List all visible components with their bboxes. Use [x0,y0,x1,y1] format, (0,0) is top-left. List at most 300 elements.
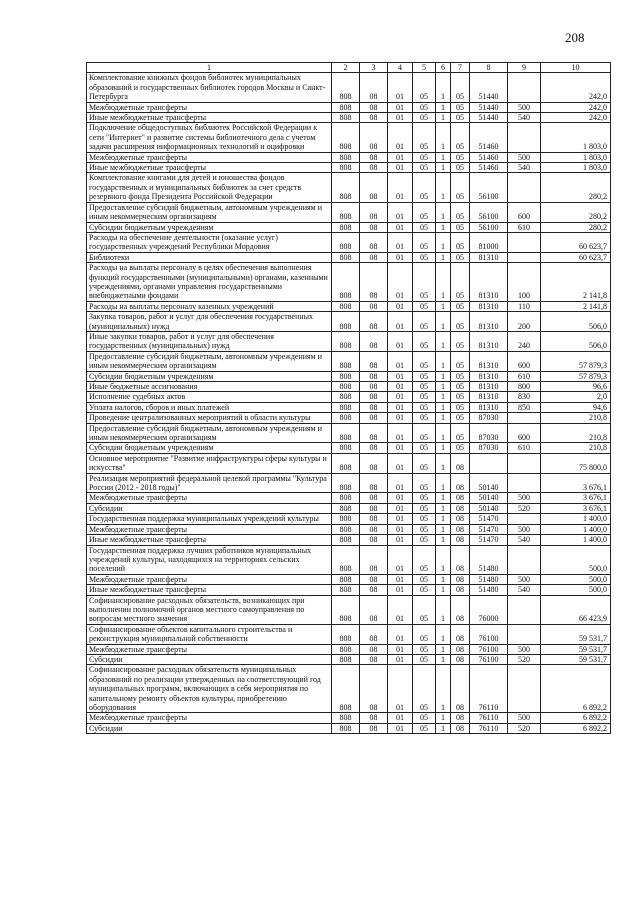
table-row [87,232,611,252]
row-code-c3: 08 [360,382,388,392]
row-amount: 280,2 [541,202,611,222]
row-code-c7: 05 [451,222,470,232]
row-amount: 1 400,0 [541,514,611,524]
row-code-c5: 05 [413,535,436,545]
row-code-c2: 808 [332,152,360,162]
row-code-c4: 01 [388,382,413,392]
row-code-c5: 05 [413,222,436,232]
table-row [87,644,611,654]
row-description: Предоставление субсидий бюджетным, автономным учреждениям и иным некоммерческим организациям [87,351,332,371]
row-code-c7: 08 [451,644,470,654]
column-header: 9 [508,63,541,73]
row-amount: 59 531,7 [541,624,611,644]
row-code-c7: 05 [451,423,470,443]
row-code-c3: 08 [360,113,388,123]
table-row [87,263,611,302]
row-code-c9 [508,232,541,252]
row-amount: 1 803,0 [541,163,611,173]
row-code-c5: 05 [413,585,436,595]
row-amount: 242,0 [541,73,611,102]
table-row [87,163,611,173]
row-code-c8 [470,453,508,473]
row-description: Межбюджетные трансферты [87,574,332,584]
row-description: Софинансирование расходных обязательств, возникающих при выполнении полномочий органов местного самоуправления по вопросам местного значения [87,595,332,624]
row-code-c2: 808 [332,524,360,534]
row-code-c7: 05 [451,402,470,412]
row-code-c3: 08 [360,232,388,252]
row-code-c7: 05 [451,232,470,252]
row-code-c8: 76110 [470,665,508,713]
row-code-c8: 76000 [470,595,508,624]
row-code-c3: 08 [360,713,388,723]
table-header-row [87,63,611,73]
row-code-c7: 05 [451,413,470,423]
row-amount: 6 892,2 [541,723,611,733]
row-code-c4: 01 [388,152,413,162]
row-code-c9 [508,473,541,493]
row-code-c2: 808 [332,232,360,252]
row-amount: 2,0 [541,392,611,402]
row-description: Подключение общедоступных библиотек Российской Федерации к сети "Интернет" и развитие системы библиотечного дела с учетом задачи расширения информационных технологий и оцифровки [87,123,332,152]
row-code-c8: 81310 [470,402,508,412]
row-code-c9: 110 [508,301,541,311]
row-code-c6: 1 [436,585,451,595]
column-header: 2 [332,63,360,73]
row-code-c7: 05 [451,351,470,371]
row-code-c7: 08 [451,514,470,524]
row-code-c3: 08 [360,443,388,453]
row-amount: 210,8 [541,413,611,423]
row-code-c6: 1 [436,382,451,392]
row-code-c8: 50140 [470,473,508,493]
row-code-c2: 808 [332,514,360,524]
row-code-c5: 05 [413,163,436,173]
row-code-c4: 01 [388,113,413,123]
row-description: Реализация мероприятий федеральной целевой программы "Культура России (2012 - 2018 годы)" [87,473,332,493]
row-code-c2: 808 [332,723,360,733]
table-row [87,102,611,112]
table-row [87,665,611,713]
column-header: 10 [541,63,611,73]
row-code-c8: 87030 [470,413,508,423]
row-code-c8: 81310 [470,371,508,381]
row-amount: 75 800,0 [541,453,611,473]
row-code-c5: 05 [413,113,436,123]
row-code-c7: 08 [451,503,470,513]
row-description: Межбюджетные трансферты [87,493,332,503]
table-row [87,152,611,162]
row-code-c8: 87030 [470,423,508,443]
row-code-c5: 05 [413,453,436,473]
row-code-c8: 51480 [470,585,508,595]
row-code-c2: 808 [332,413,360,423]
row-code-c4: 01 [388,453,413,473]
table-row [87,113,611,123]
row-code-c9 [508,453,541,473]
row-code-c5: 05 [413,331,436,351]
row-description: Субсидии бюджетным учреждениям [87,443,332,453]
row-code-c8: 51470 [470,524,508,534]
row-code-c2: 808 [332,595,360,624]
row-code-c6: 1 [436,595,451,624]
row-amount: 500,0 [541,574,611,584]
row-code-c7: 08 [451,585,470,595]
row-code-c8: 51470 [470,514,508,524]
row-code-c2: 808 [332,312,360,332]
row-code-c8: 81310 [470,351,508,371]
row-code-c9: 600 [508,351,541,371]
row-code-c4: 01 [388,443,413,453]
table-row [87,524,611,534]
column-header: 1 [87,63,332,73]
row-description: Библиотеки [87,252,332,262]
row-amount: 500,0 [541,585,611,595]
row-description: Иные межбюджетные трансферты [87,585,332,595]
row-code-c9: 610 [508,443,541,453]
row-code-c7: 05 [451,312,470,332]
table-row [87,443,611,453]
row-code-c9 [508,665,541,713]
row-code-c9 [508,73,541,102]
row-code-c2: 808 [332,113,360,123]
row-code-c7: 05 [451,331,470,351]
row-description: Иные бюджетные ассигнования [87,382,332,392]
row-code-c3: 08 [360,644,388,654]
row-code-c5: 05 [413,232,436,252]
row-code-c6: 1 [436,222,451,232]
row-code-c5: 05 [413,102,436,112]
row-code-c2: 808 [332,392,360,402]
row-code-c9: 600 [508,202,541,222]
row-code-c3: 08 [360,453,388,473]
row-code-c8: 50140 [470,503,508,513]
row-code-c7: 08 [451,665,470,713]
row-code-c6: 1 [436,173,451,202]
row-code-c4: 01 [388,624,413,644]
table-row [87,371,611,381]
row-code-c6: 1 [436,423,451,443]
row-code-c6: 1 [436,624,451,644]
row-amount: 66 423,9 [541,595,611,624]
row-code-c9: 830 [508,392,541,402]
row-description: Иные межбюджетные трансферты [87,113,332,123]
row-code-c9: 540 [508,585,541,595]
table-row [87,222,611,232]
row-description: Комплектование книгами для детей и юношества фондов государственных и муниципальных библиотек за счет средств резервного фонда Президента Российской Федерации [87,173,332,202]
table-row [87,574,611,584]
row-code-c4: 01 [388,545,413,574]
row-code-c3: 08 [360,222,388,232]
row-code-c2: 808 [332,665,360,713]
table-row [87,331,611,351]
row-code-c4: 01 [388,665,413,713]
row-amount: 280,2 [541,173,611,202]
row-code-c2: 808 [332,493,360,503]
table-row [87,535,611,545]
row-code-c2: 808 [332,453,360,473]
row-code-c8: 81310 [470,263,508,302]
row-code-c3: 08 [360,331,388,351]
row-code-c4: 01 [388,493,413,503]
row-code-c8: 51480 [470,545,508,574]
row-code-c8: 81310 [470,392,508,402]
table-row [87,123,611,152]
row-code-c6: 1 [436,312,451,332]
row-code-c4: 01 [388,202,413,222]
row-code-c5: 05 [413,713,436,723]
row-code-c8: 81310 [470,382,508,392]
row-code-c7: 05 [451,263,470,302]
row-code-c6: 1 [436,402,451,412]
table-row [87,382,611,392]
row-code-c7: 08 [451,473,470,493]
row-code-c8: 51480 [470,574,508,584]
row-amount: 210,8 [541,443,611,453]
row-description: Комплектование книжных фондов библиотек муниципальных образований и государственных библиотек городов Москвы и Санкт-Петербурга [87,73,332,102]
row-code-c9: 520 [508,654,541,664]
row-description: Иные межбюджетные трансферты [87,163,332,173]
row-code-c4: 01 [388,644,413,654]
row-code-c8: 76100 [470,644,508,654]
row-code-c7: 05 [451,371,470,381]
table-row [87,351,611,371]
row-code-c9: 500 [508,102,541,112]
row-code-c6: 1 [436,545,451,574]
row-code-c6: 1 [436,252,451,262]
row-code-c5: 05 [413,371,436,381]
row-description: Проведение централизованных мероприятий в области культуры [87,413,332,423]
row-code-c9: 520 [508,503,541,513]
row-code-c6: 1 [436,392,451,402]
row-code-c2: 808 [332,574,360,584]
row-code-c5: 05 [413,624,436,644]
row-description: Софинансирование расходных обязательств муниципальных образований по реализации утвержденных на соответствующий год муниципальных программ, включающих в себя мероприятия по капитальному ремонту объектов культуры, приобретению оборудования [87,665,332,713]
table-row [87,654,611,664]
row-code-c4: 01 [388,574,413,584]
row-code-c5: 05 [413,351,436,371]
row-code-c4: 01 [388,232,413,252]
row-description: Межбюджетные трансферты [87,524,332,534]
row-code-c3: 08 [360,351,388,371]
row-code-c9 [508,123,541,152]
row-code-c5: 05 [413,402,436,412]
row-code-c8: 81000 [470,232,508,252]
row-description: Межбюджетные трансферты [87,644,332,654]
row-code-c7: 05 [451,382,470,392]
row-code-c4: 01 [388,123,413,152]
row-code-c5: 05 [413,312,436,332]
row-code-c4: 01 [388,312,413,332]
row-code-c8: 81310 [470,301,508,311]
row-code-c7: 08 [451,624,470,644]
row-code-c3: 08 [360,252,388,262]
row-code-c4: 01 [388,163,413,173]
row-code-c2: 808 [332,263,360,302]
row-description: Субсидии [87,503,332,513]
row-code-c2: 808 [332,473,360,493]
row-code-c7: 08 [451,654,470,664]
row-description: Субсидии бюджетным учреждениям [87,371,332,381]
row-code-c9: 200 [508,312,541,332]
row-code-c3: 08 [360,624,388,644]
budget-table [86,62,611,734]
column-header: 7 [451,63,470,73]
table-row [87,173,611,202]
row-code-c7: 05 [451,173,470,202]
row-code-c4: 01 [388,535,413,545]
row-code-c5: 05 [413,382,436,392]
row-description: Межбюджетные трансферты [87,713,332,723]
table-row [87,473,611,493]
row-code-c8: 51460 [470,123,508,152]
row-code-c9: 500 [508,574,541,584]
row-code-c5: 05 [413,514,436,524]
row-code-c5: 05 [413,644,436,654]
row-code-c6: 1 [436,232,451,252]
row-amount: 94,6 [541,402,611,412]
row-code-c2: 808 [332,624,360,644]
row-description: Иные закупки товаров, работ и услуг для обеспечения государственных (муниципальных) нужд [87,331,332,351]
table-row [87,392,611,402]
row-amount: 59 531,7 [541,654,611,664]
row-code-c3: 08 [360,665,388,713]
row-code-c8: 50140 [470,493,508,503]
table-row [87,493,611,503]
row-code-c5: 05 [413,654,436,664]
row-code-c7: 05 [451,102,470,112]
row-description: Расходы на обеспечение деятельности (оказание услуг) государственных учреждений Республики Мордовия [87,232,332,252]
row-code-c6: 1 [436,473,451,493]
row-code-c7: 08 [451,524,470,534]
row-description: Основное мероприятие "Развитие инфраструктуры сферы культуры и искусства" [87,453,332,473]
row-code-c8: 51470 [470,535,508,545]
row-code-c3: 08 [360,202,388,222]
row-description: Уплата налогов, сборов и иных платежей [87,402,332,412]
row-amount: 6 892,2 [541,665,611,713]
row-code-c9 [508,545,541,574]
row-amount: 3 676,1 [541,473,611,493]
row-amount: 1 803,0 [541,152,611,162]
row-code-c9: 520 [508,723,541,733]
row-code-c2: 808 [332,402,360,412]
row-code-c3: 08 [360,173,388,202]
row-description: Исполнение судебных актов [87,392,332,402]
column-header: 6 [436,63,451,73]
row-code-c9: 500 [508,152,541,162]
row-code-c9: 100 [508,263,541,302]
row-code-c9: 240 [508,331,541,351]
row-code-c4: 01 [388,654,413,664]
row-code-c2: 808 [332,535,360,545]
row-code-c7: 05 [451,123,470,152]
row-code-c2: 808 [332,331,360,351]
row-code-c7: 05 [451,202,470,222]
row-code-c4: 01 [388,402,413,412]
row-code-c2: 808 [332,202,360,222]
table-row [87,624,611,644]
row-code-c6: 1 [436,665,451,713]
row-code-c4: 01 [388,331,413,351]
row-code-c3: 08 [360,535,388,545]
row-amount: 96,6 [541,382,611,392]
row-code-c5: 05 [413,73,436,102]
row-description: Государственная поддержка лучших работников муниципальных учреждений культуры, находящихся на территориях сельских поселений [87,545,332,574]
row-code-c9 [508,595,541,624]
row-code-c8: 56100 [470,222,508,232]
row-code-c7: 05 [451,392,470,402]
row-code-c5: 05 [413,263,436,302]
row-code-c6: 1 [436,413,451,423]
row-code-c3: 08 [360,163,388,173]
row-code-c7: 08 [451,493,470,503]
row-code-c9: 800 [508,382,541,392]
row-code-c8: 76100 [470,624,508,644]
row-code-c2: 808 [332,222,360,232]
table-row [87,713,611,723]
row-code-c5: 05 [413,423,436,443]
row-code-c4: 01 [388,102,413,112]
row-code-c8: 87030 [470,443,508,453]
row-code-c4: 01 [388,524,413,534]
row-code-c3: 08 [360,423,388,443]
row-code-c8: 81310 [470,331,508,351]
row-code-c6: 1 [436,574,451,584]
row-code-c2: 808 [332,382,360,392]
row-code-c4: 01 [388,503,413,513]
row-code-c5: 05 [413,595,436,624]
row-amount: 500,0 [541,545,611,574]
row-code-c5: 05 [413,545,436,574]
row-code-c3: 08 [360,312,388,332]
row-code-c9 [508,624,541,644]
row-code-c4: 01 [388,585,413,595]
row-code-c2: 808 [332,585,360,595]
row-code-c6: 1 [436,654,451,664]
row-code-c5: 05 [413,443,436,453]
row-code-c2: 808 [332,252,360,262]
row-code-c7: 05 [451,163,470,173]
page-number: 208 [565,30,585,45]
row-code-c5: 05 [413,202,436,222]
row-code-c8: 51440 [470,113,508,123]
row-amount: 242,0 [541,113,611,123]
table-row [87,402,611,412]
row-code-c6: 1 [436,202,451,222]
row-amount: 60 623,7 [541,252,611,262]
table-row [87,312,611,332]
row-code-c6: 1 [436,152,451,162]
row-code-c7: 05 [451,252,470,262]
row-description: Предоставление субсидий бюджетным, автономным учреждениям и иным некоммерческим организациям [87,423,332,443]
row-code-c3: 08 [360,654,388,664]
table-body [87,73,611,734]
row-code-c5: 05 [413,665,436,713]
row-code-c8: 56100 [470,202,508,222]
row-code-c6: 1 [436,524,451,534]
table-row [87,453,611,473]
row-code-c3: 08 [360,392,388,402]
row-code-c8: 56100 [470,173,508,202]
row-code-c8: 51440 [470,102,508,112]
row-amount: 3 676,1 [541,493,611,503]
row-code-c3: 08 [360,503,388,513]
row-code-c6: 1 [436,535,451,545]
row-code-c9 [508,413,541,423]
row-amount: 1 803,0 [541,123,611,152]
row-code-c2: 808 [332,713,360,723]
row-code-c4: 01 [388,222,413,232]
row-code-c9: 500 [508,713,541,723]
